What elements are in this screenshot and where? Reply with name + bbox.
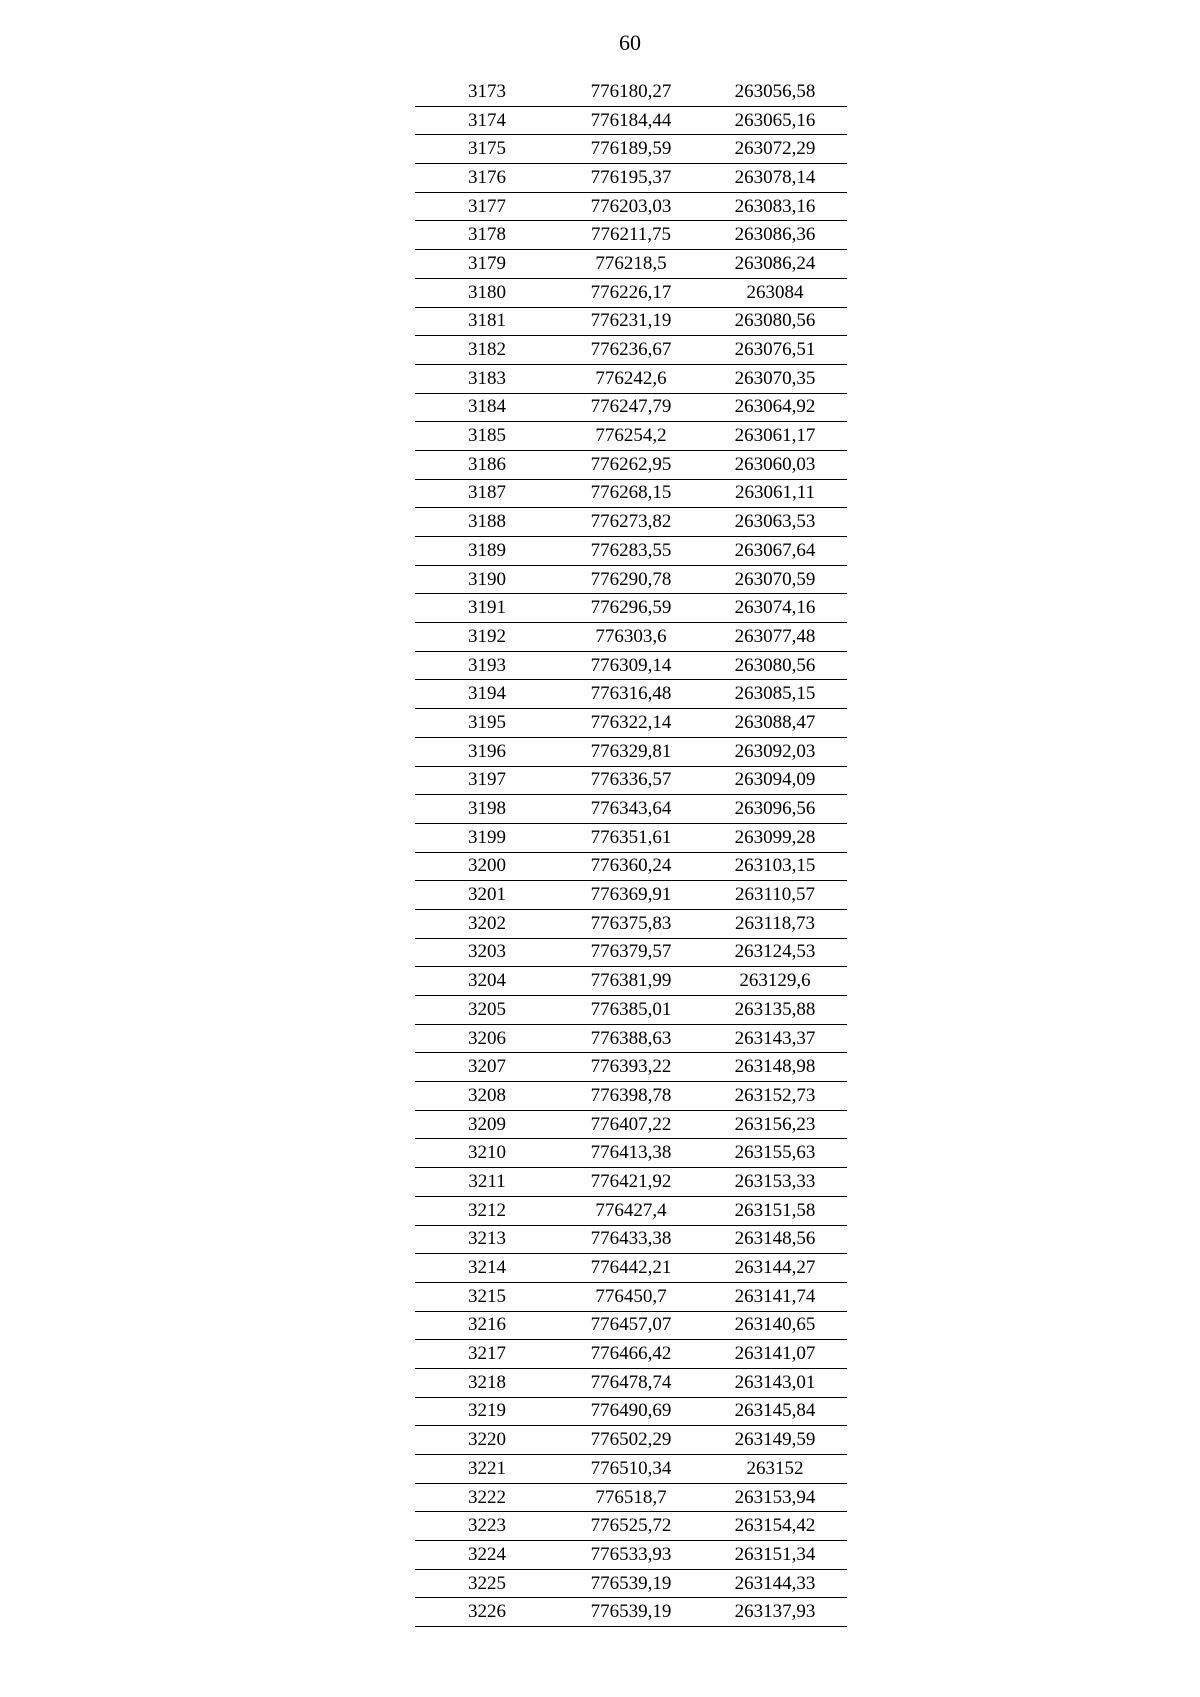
point-number-cell: 3219 [415,1397,559,1426]
point-number-cell: 3211 [415,1168,559,1197]
table-row [415,1225,847,1254]
y-coordinate-cell: 263110,57 [703,881,847,910]
x-coordinate-cell: 776247,79 [559,393,703,422]
table-row [415,1139,847,1168]
y-coordinate-cell: 263155,63 [703,1139,847,1168]
point-number-cell: 3180 [415,278,559,307]
point-number-cell: 3175 [415,135,559,164]
table-row [415,1082,847,1111]
point-number-cell: 3199 [415,823,559,852]
y-coordinate-cell: 263151,58 [703,1196,847,1225]
x-coordinate-cell: 776236,67 [559,336,703,365]
table-row [415,192,847,221]
table-row [415,1024,847,1053]
x-coordinate-cell: 776262,95 [559,450,703,479]
x-coordinate-cell: 776360,24 [559,852,703,881]
point-number-cell: 3198 [415,795,559,824]
y-coordinate-cell: 263084 [703,278,847,307]
x-coordinate-cell: 776290,78 [559,565,703,594]
point-number-cell: 3208 [415,1082,559,1111]
y-coordinate-cell: 263080,56 [703,307,847,336]
x-coordinate-cell: 776329,81 [559,737,703,766]
point-number-cell: 3220 [415,1426,559,1455]
y-coordinate-cell: 263143,37 [703,1024,847,1053]
point-number-cell: 3187 [415,479,559,508]
point-number-cell: 3214 [415,1254,559,1283]
y-coordinate-cell: 263144,27 [703,1254,847,1283]
y-coordinate-cell: 263080,56 [703,651,847,680]
y-coordinate-cell: 263141,07 [703,1340,847,1369]
point-number-cell: 3177 [415,192,559,221]
x-coordinate-cell: 776316,48 [559,680,703,709]
table-row [415,164,847,193]
point-number-cell: 3217 [415,1340,559,1369]
x-coordinate-cell: 776413,38 [559,1139,703,1168]
table-row [415,1541,847,1570]
point-number-cell: 3207 [415,1053,559,1082]
table-row [415,450,847,479]
table-row [415,1512,847,1541]
x-coordinate-cell: 776254,2 [559,422,703,451]
table-row [415,393,847,422]
table-row [415,278,847,307]
table-row [415,1397,847,1426]
x-coordinate-cell: 776296,59 [559,594,703,623]
y-coordinate-cell: 263143,01 [703,1368,847,1397]
y-coordinate-cell: 263153,94 [703,1483,847,1512]
point-number-cell: 3218 [415,1368,559,1397]
point-number-cell: 3192 [415,623,559,652]
y-coordinate-cell: 263083,16 [703,192,847,221]
y-coordinate-cell: 263070,59 [703,565,847,594]
x-coordinate-cell: 776381,99 [559,967,703,996]
table-row [415,106,847,135]
table-row [415,1254,847,1283]
point-number-cell: 3222 [415,1483,559,1512]
point-number-cell: 3191 [415,594,559,623]
y-coordinate-cell: 263124,53 [703,938,847,967]
table-body [415,78,847,1627]
point-number-cell: 3221 [415,1455,559,1484]
point-number-cell: 3176 [415,164,559,193]
point-number-cell: 3197 [415,766,559,795]
y-coordinate-cell: 263092,03 [703,737,847,766]
y-coordinate-cell: 263088,47 [703,709,847,738]
x-coordinate-cell: 776211,75 [559,221,703,250]
y-coordinate-cell: 263077,48 [703,623,847,652]
y-coordinate-cell: 263060,03 [703,450,847,479]
y-coordinate-cell: 263135,88 [703,996,847,1025]
table-row [415,766,847,795]
y-coordinate-cell: 263070,35 [703,364,847,393]
table-row [415,479,847,508]
point-number-cell: 3190 [415,565,559,594]
x-coordinate-cell: 776433,38 [559,1225,703,1254]
table-row [415,909,847,938]
y-coordinate-cell: 263078,14 [703,164,847,193]
y-coordinate-cell: 263063,53 [703,508,847,537]
y-coordinate-cell: 263061,17 [703,422,847,451]
x-coordinate-cell: 776450,7 [559,1282,703,1311]
point-number-cell: 3205 [415,996,559,1025]
x-coordinate-cell: 776343,64 [559,795,703,824]
x-coordinate-cell: 776457,07 [559,1311,703,1340]
table-row [415,795,847,824]
x-coordinate-cell: 776502,29 [559,1426,703,1455]
y-coordinate-cell: 263148,56 [703,1225,847,1254]
table-row [415,938,847,967]
table-row [415,1282,847,1311]
point-number-cell: 3182 [415,336,559,365]
table-row [415,852,847,881]
table-row [415,1455,847,1484]
x-coordinate-cell: 776309,14 [559,651,703,680]
page-number: 60 [619,30,641,55]
table-row [415,565,847,594]
x-coordinate-cell: 776273,82 [559,508,703,537]
y-coordinate-cell: 263152,73 [703,1082,847,1111]
table-row [415,1053,847,1082]
x-coordinate-cell: 776533,93 [559,1541,703,1570]
point-number-cell: 3216 [415,1311,559,1340]
y-coordinate-cell: 263140,65 [703,1311,847,1340]
x-coordinate-cell: 776393,22 [559,1053,703,1082]
y-coordinate-cell: 263099,28 [703,823,847,852]
x-coordinate-cell: 776398,78 [559,1082,703,1111]
table-row [415,1110,847,1139]
table-row [415,1483,847,1512]
point-number-cell: 3201 [415,881,559,910]
y-coordinate-cell: 263118,73 [703,909,847,938]
point-number-cell: 3206 [415,1024,559,1053]
table-row [415,823,847,852]
coordinates-table [415,78,847,1627]
x-coordinate-cell: 776369,91 [559,881,703,910]
y-coordinate-cell: 263154,42 [703,1512,847,1541]
point-number-cell: 3196 [415,737,559,766]
table-row [415,680,847,709]
table-row [415,996,847,1025]
point-number-cell: 3184 [415,393,559,422]
table-row [415,422,847,451]
table-row [415,1196,847,1225]
table-row [415,1598,847,1627]
x-coordinate-cell: 776283,55 [559,537,703,566]
point-number-cell: 3203 [415,938,559,967]
x-coordinate-cell: 776466,42 [559,1340,703,1369]
x-coordinate-cell: 776195,37 [559,164,703,193]
table-row [415,881,847,910]
y-coordinate-cell: 263144,33 [703,1569,847,1598]
point-number-cell: 3181 [415,307,559,336]
y-coordinate-cell: 263145,84 [703,1397,847,1426]
x-coordinate-cell: 776385,01 [559,996,703,1025]
table-row [415,1426,847,1455]
y-coordinate-cell: 263064,92 [703,393,847,422]
y-coordinate-cell: 263065,16 [703,106,847,135]
x-coordinate-cell: 776375,83 [559,909,703,938]
x-coordinate-cell: 776226,17 [559,278,703,307]
table-row [415,1368,847,1397]
point-number-cell: 3178 [415,221,559,250]
table-row [415,594,847,623]
y-coordinate-cell: 263148,98 [703,1053,847,1082]
table-row [415,364,847,393]
table-row [415,336,847,365]
x-coordinate-cell: 776231,19 [559,307,703,336]
point-number-cell: 3213 [415,1225,559,1254]
point-number-cell: 3188 [415,508,559,537]
x-coordinate-cell: 776189,59 [559,135,703,164]
table-row [415,135,847,164]
y-coordinate-cell: 263085,15 [703,680,847,709]
x-coordinate-cell: 776407,22 [559,1110,703,1139]
x-coordinate-cell: 776490,69 [559,1397,703,1426]
point-number-cell: 3200 [415,852,559,881]
x-coordinate-cell: 776184,44 [559,106,703,135]
point-number-cell: 3174 [415,106,559,135]
x-coordinate-cell: 776510,34 [559,1455,703,1484]
x-coordinate-cell: 776539,19 [559,1598,703,1627]
point-number-cell: 3209 [415,1110,559,1139]
point-number-cell: 3194 [415,680,559,709]
table-row [415,221,847,250]
y-coordinate-cell: 263151,34 [703,1541,847,1570]
table-row [415,250,847,279]
table-row [415,967,847,996]
x-coordinate-cell: 776478,74 [559,1368,703,1397]
y-coordinate-cell: 263074,16 [703,594,847,623]
table-row [415,651,847,680]
table-row [415,537,847,566]
x-coordinate-cell: 776218,5 [559,250,703,279]
point-number-cell: 3224 [415,1541,559,1570]
point-number-cell: 3193 [415,651,559,680]
x-coordinate-cell: 776180,27 [559,78,703,106]
y-coordinate-cell: 263152 [703,1455,847,1484]
y-coordinate-cell: 263156,23 [703,1110,847,1139]
x-coordinate-cell: 776303,6 [559,623,703,652]
table-row [415,1311,847,1340]
x-coordinate-cell: 776427,4 [559,1196,703,1225]
point-number-cell: 3204 [415,967,559,996]
point-number-cell: 3183 [415,364,559,393]
point-number-cell: 3195 [415,709,559,738]
table-row [415,709,847,738]
point-number-cell: 3215 [415,1282,559,1311]
x-coordinate-cell: 776242,6 [559,364,703,393]
x-coordinate-cell: 776539,19 [559,1569,703,1598]
point-number-cell: 3210 [415,1139,559,1168]
y-coordinate-cell: 263129,6 [703,967,847,996]
x-coordinate-cell: 776203,03 [559,192,703,221]
table-row [415,1168,847,1197]
x-coordinate-cell: 776388,63 [559,1024,703,1053]
y-coordinate-cell: 263076,51 [703,336,847,365]
table-row [415,508,847,537]
y-coordinate-cell: 263067,64 [703,537,847,566]
x-coordinate-cell: 776351,61 [559,823,703,852]
y-coordinate-cell: 263153,33 [703,1168,847,1197]
y-coordinate-cell: 263072,29 [703,135,847,164]
point-number-cell: 3226 [415,1598,559,1627]
point-number-cell: 3185 [415,422,559,451]
point-number-cell: 3223 [415,1512,559,1541]
x-coordinate-cell: 776379,57 [559,938,703,967]
y-coordinate-cell: 263137,93 [703,1598,847,1627]
y-coordinate-cell: 263096,56 [703,795,847,824]
point-number-cell: 3212 [415,1196,559,1225]
y-coordinate-cell: 263061,11 [703,479,847,508]
table-row [415,1569,847,1598]
y-coordinate-cell: 263149,59 [703,1426,847,1455]
table-row [415,737,847,766]
y-coordinate-cell: 263056,58 [703,78,847,106]
point-number-cell: 3189 [415,537,559,566]
table-row [415,1340,847,1369]
y-coordinate-cell: 263086,24 [703,250,847,279]
y-coordinate-cell: 263103,15 [703,852,847,881]
x-coordinate-cell: 776442,21 [559,1254,703,1283]
y-coordinate-cell: 263141,74 [703,1282,847,1311]
point-number-cell: 3173 [415,78,559,106]
point-number-cell: 3225 [415,1569,559,1598]
table-row [415,307,847,336]
table-row [415,78,847,106]
x-coordinate-cell: 776322,14 [559,709,703,738]
x-coordinate-cell: 776421,92 [559,1168,703,1197]
point-number-cell: 3179 [415,250,559,279]
y-coordinate-cell: 263086,36 [703,221,847,250]
x-coordinate-cell: 776518,7 [559,1483,703,1512]
x-coordinate-cell: 776268,15 [559,479,703,508]
y-coordinate-cell: 263094,09 [703,766,847,795]
table-row [415,623,847,652]
point-number-cell: 3186 [415,450,559,479]
x-coordinate-cell: 776525,72 [559,1512,703,1541]
point-number-cell: 3202 [415,909,559,938]
x-coordinate-cell: 776336,57 [559,766,703,795]
